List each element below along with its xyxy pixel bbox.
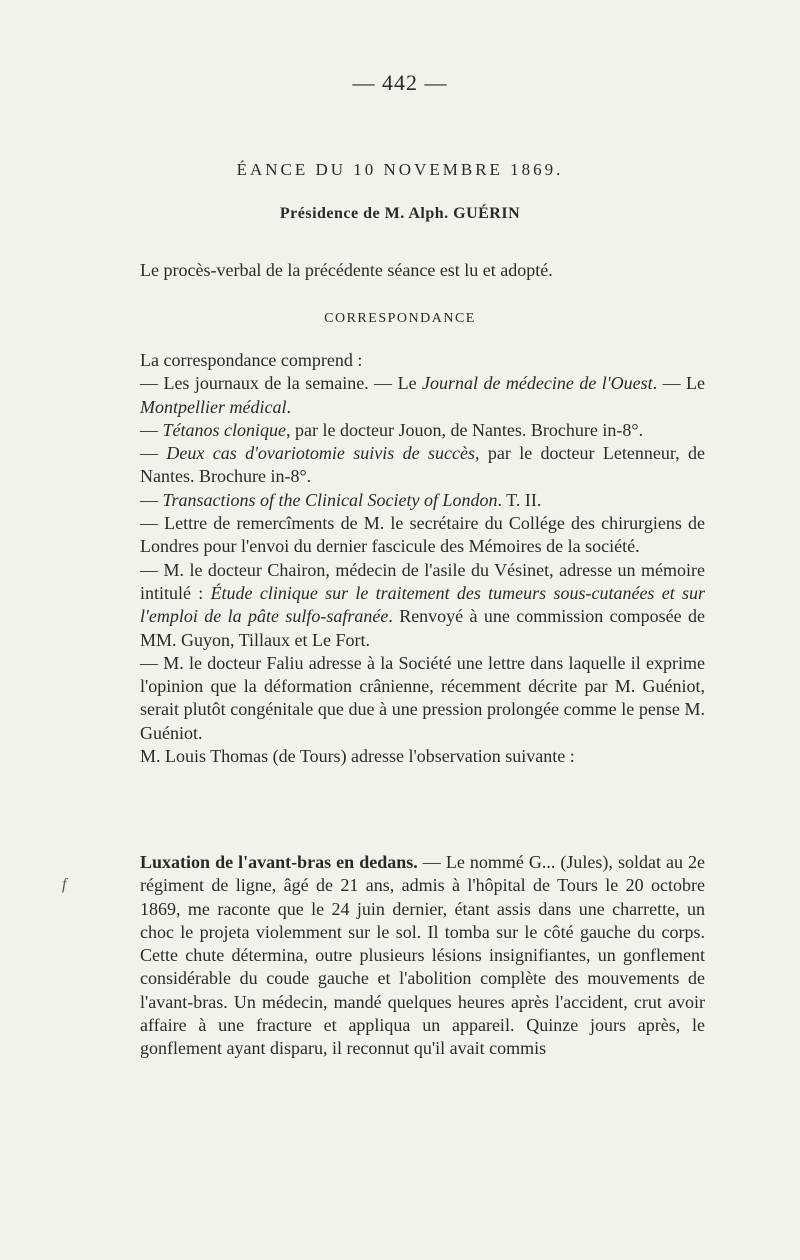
intro-text: Le procès-verbal de la précédente séance est lu et adopté. (140, 260, 553, 280)
page-number: — 442 — (352, 70, 448, 95)
intro-paragraph (140, 259, 705, 282)
corr-item-thomas: M. Louis Thomas (de Tours) adresse l'observation suivante : (140, 746, 575, 767)
corr-item-dash: — (140, 443, 167, 464)
observation-paragraph (140, 851, 705, 1061)
corr-item-dash: — (140, 489, 163, 510)
work-title: Transactions of the Clinical Society of London (162, 489, 498, 510)
observation-text: — Le nommé G... (Jules), soldat au 2e régiment de ligne, âgé de 21 ans, admis à l'hôpital de Tours le 20 octobre 1869, me raconte que le 24 juin dernier, étant assis dans une charrette, un choc le projeta violemment sur le sol. Il tomba sur le côté gauche du corps. Cette chute détermina, outre plusieurs lésions insignifiantes, un gonflement considérable du coude gauche et l'abolition complète des mouvements de l'avant-bras. Un médecin, mandé quelques heures après l'accident, crut avoir affaire à une fracture et appliqua un appareil. Quinze jours après, le gonflement ayant disparu, il reconnut qu'il avait commis (140, 852, 706, 1059)
corr-item-text: — Les journaux de la semaine. — Le (140, 373, 423, 394)
observation-title: Luxation de l'avant-bras en dedans. (140, 852, 418, 872)
presidence-line: Présidence de M. Alph. GUÉRIN (279, 205, 521, 222)
corr-item-text: , par le docteur Jouon, de Nantes. Brochure in-8°. (286, 419, 644, 440)
correspondence-section (140, 349, 705, 768)
journal-title: Journal de médecine de l'Ouest (422, 373, 653, 394)
work-title: Deux cas d'ovariotomie suivis de succès (166, 443, 475, 464)
corr-item-text: . (286, 396, 291, 417)
corr-item-dash: — (140, 419, 163, 440)
corr-item-tetanos (140, 419, 705, 442)
work-title: Tétanos clonique (162, 419, 286, 440)
corr-item-transactions (140, 489, 705, 512)
corr-item-text: . — Le (652, 373, 706, 394)
observation-section (140, 851, 705, 1061)
corr-item-text: — M. le docteur Chairon, médecin de l'asile du Vésinet, adresse un mémoire intitulé : (140, 559, 705, 603)
corr-item-faliu: — M. le docteur Faliu adresse à la Société une lettre dans laquelle il exprime l'opinion que la déformation crânienne, récemment décrite par M. Guéniot, serait plutôt congénitale que due à une pression prolongée comme le pense M. Guéniot. (140, 652, 705, 743)
corr-item-text: . T. II. (497, 489, 542, 510)
journal-title: Montpellier médical (140, 396, 287, 417)
corr-item-text: . Renvoyé à une commission composée de MM. Guyon, Tillaux et Le Fort. (140, 606, 705, 650)
correspondence-heading: CORRESPONDANCE (324, 311, 476, 326)
margin-mark: f (62, 876, 67, 893)
corr-item-journals (140, 372, 705, 419)
corr-item-text: , par le docteur Letenneur, de Nantes. Brochure in-8°. (140, 443, 705, 487)
corr-item-ovariotomie (140, 442, 705, 489)
session-title: ÉANCE DU 10 NOVEMBRE 1869. (236, 160, 564, 179)
memoir-title: Étude clinique sur le traitement des tumeurs sous-cutanées et sur l'emploi de la pâte sulfo-safranée (140, 582, 705, 627)
corr-item-lettre: — Lettre de remercîments de M. le secrétaire du Collége des chirurgiens de Londres pour l'envoi du dernier fascicule des Mémoires de la société. (140, 513, 705, 557)
corr-intro: La correspondance comprend : (140, 350, 363, 370)
corr-item-chairon (140, 559, 705, 652)
